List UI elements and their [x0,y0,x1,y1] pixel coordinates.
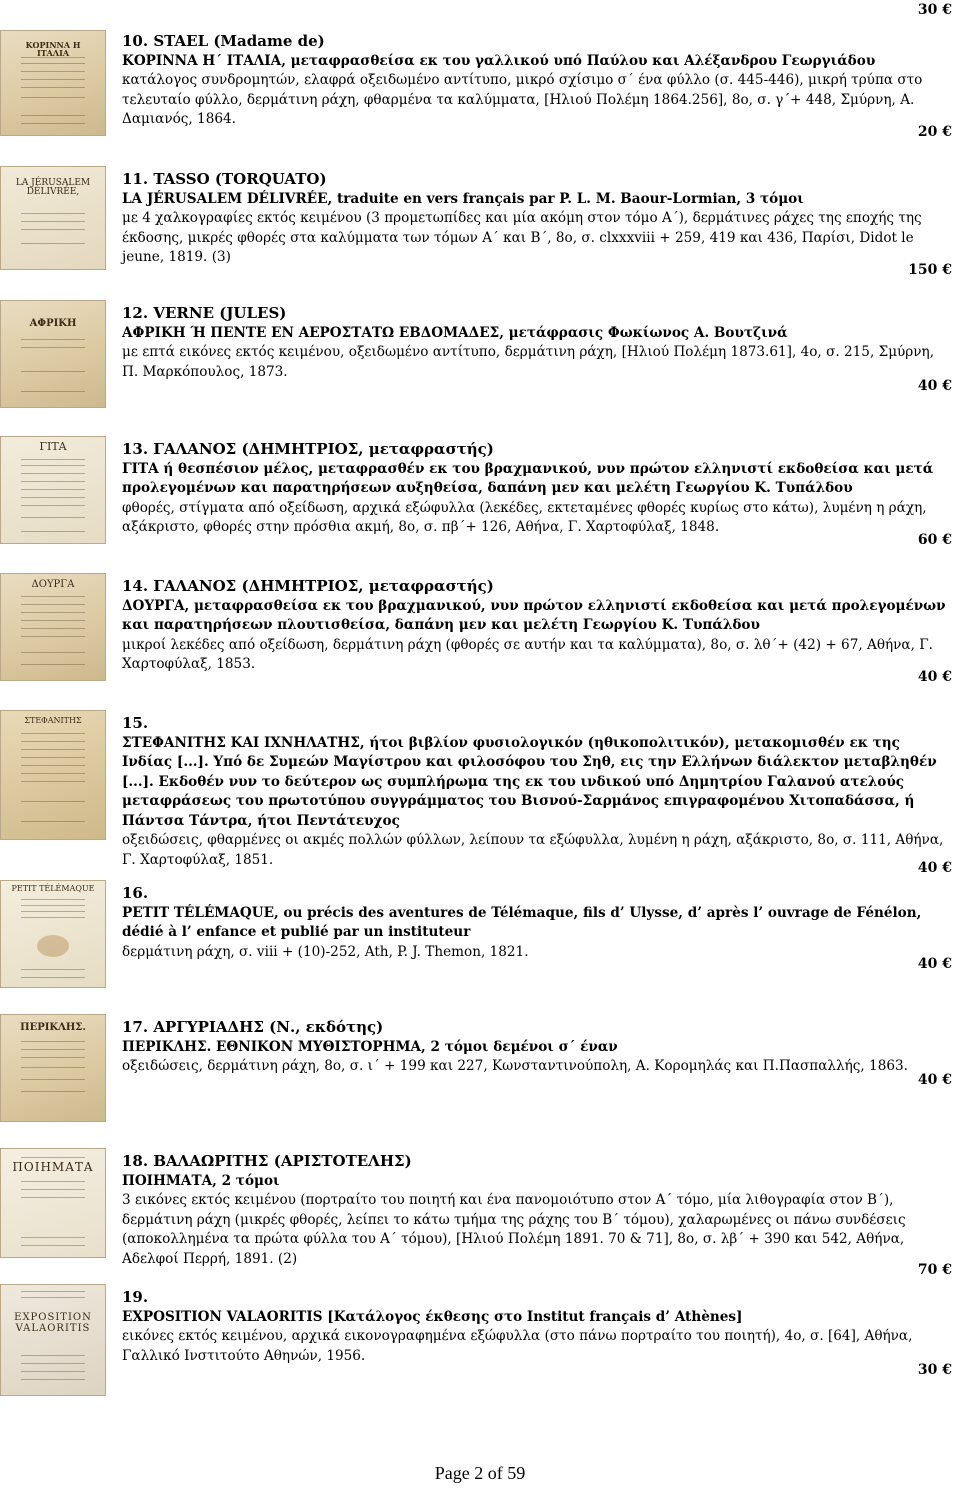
entry-price: 40 € [917,378,952,394]
top-price: 30 € [917,2,952,18]
entry-description: εικόνες εκτός κειμένου, αρχικά εικονογραφημένα εξώφυλλα (στο πάνω πορτραίτο του ποιητή), 4ο, σ. [64], Αθήνα, Γαλλικό Ινστιτούτο Αθηνών, 1956. [122,1328,913,1364]
book-cover-image [0,710,106,840]
entry-heading: 15. [122,714,149,732]
entry-heading: 17. ΑΡΓΥΡΙΑΔΗΣ (Ν., εκδότης) [122,1018,384,1036]
book-cover-image [0,166,106,270]
entry-heading: 19. [122,1288,149,1306]
entry-title: ΔΟΥΡΓΑ, μεταφρασθείσα εκ του βραχμανικού, νυν πρώτον ελληνιστί εκδοθείσα και μετά προλεγομένων και παρατηρήσεων πλουτισθείσα, δαπάνη μεν και μελέτη Γεωργίου Κ. Τυπάλδου [122,597,946,633]
entry-heading: 18. ΒΑΛΑΩΡΙΤΗΣ (ΑΡΙΣΤΟΤΕΛΗΣ) [122,1152,412,1170]
entry-title: ΣΤΕΦΑΝΙΤΗΣ ΚΑΙ ΙΧΝΗΛΑΤΗΣ, ήτοι βιβλίον φυσιολογικόν (ηθικοπολιτικόν), μετακομισθέν εκ της Ινδίας [...]. Υπό δε Συμεών Μαγίστρου και φιλοσόφου του Σηθ, εις την Ελλήνων διάλεκτον μεταβληθέν [...]. Εκδοθέν νυν το δεύτερον ως συμπλήρωμα της εκ του ινδικού υπό Δημητρίου Γαλανού ατελούς μεταφράσεως του πρωτοτύπου συγγράμματος του Βισνού-Σαρμάνος επιγραφομένου Χιτοπαδάσσα, ή Πάντσα Τάντρα, ήτοι Πεντάτευχος [122,734,937,829]
book-cover-image [0,436,106,544]
entry-title: ΠΟΙΗΜΑΤΑ, 2 τόμοι [122,1172,280,1189]
book-cover-image [0,1014,106,1122]
book-cover-image [0,1148,106,1258]
cover-title: ΣΤΕΦΑΝΙΤΗΣ [24,716,82,725]
cover-title: EXPOSITION VALAORITIS [14,1312,92,1334]
entry-title: LA JÉRUSALEM DÉLIVRÉE, traduite en vers français par P. L. M. Baour-Lormian, 3 τόμοι [122,190,804,207]
entry-title: ΓΙΤΑ ή θεσπέσιον μέλος, μεταφρασθέν εκ του βραχμανικού, νυν πρώτον ελληνιστί εκδοθείσα και μετά προλεγομένων και παρατηρήσεων αυξηθείσα, δαπάνη μεν και μελέτη Γεωργίου Κ. Τυπάλδου [122,460,934,496]
entry-price: 40 € [917,1072,952,1088]
entry-description: μικροί λεκέδες από οξείδωση, δερμάτινη ράχη (φθορές σε αυτήν και τα καλύμματα), 8ο, σ. λθ΄+ (42) + 67, Αθήνα, Γ. Χαρτοφύλαξ, 1853. [122,636,933,672]
entry-heading: 10. STAEL (Madame de) [122,32,325,50]
entry-title: ΚΟΡΙΝΝΑ Η΄ ΙΤΑΛΙΑ, μεταφρασθείσα εκ του γαλλικού υπό Παύλου και Αλέξανδρου Γεωργιάδου [122,52,876,69]
cover-title: LA JÉRUSALEM DÉLIVRÉE, [15,178,91,198]
page-footer: Page 2 of 59 [434,1463,526,1483]
book-cover-image [0,1284,106,1396]
book-cover-image [0,880,106,988]
book-cover-image [0,573,106,681]
cover-title: PETIT TÉLÉMAQUE [11,884,95,893]
book-cover-image [0,30,106,136]
entry-title: EXPOSITION VALAORITIS [Κατάλογος έκθεσης στο Institut français d’ Athènes] [122,1308,743,1325]
entry-description: με επτά εικόνες εκτός κειμένου, οξειδωμένο αντίτυπο, δερμάτινη ράχη, [Ηλιού Πολέμη 1873.61], 4ο, σ. 215, Σμύρνη, Π. Μαρκόπουλος, 1873. [122,344,935,380]
cover-title: ΓΙΤΑ [39,440,67,453]
entry-price: 20 € [917,124,952,140]
entry-description: οξειδώσεις, δερμάτινη ράχη, 8ο, σ. ι΄ + 199 και 227, Κωνσταντινούπολη, Α. Κορομηλάς και Π.Πασπαλλής, 1863. [122,1058,908,1074]
entry-description: 3 εικόνες εκτός κειμένου (πορτραίτο του ποιητή και ένα πανομοιότυπο στον Α΄ τόμο, μία λιθογραφία στον Β΄), δερμάτινη ράχη (μικρές φθορές, λείπει το κάτω τμήμα της ράχης του Β΄ τόμου), χαλαρωμένες οι πάνω συνδέσεις (αποκολλημένα τα πρώτα φύλλα του Α΄ τόμου), [Ηλιού Πολέμη 1891. 70 & 71], 8ο, σ. λβ΄ + 390 και 542, Αθήνα, Αδελφοί Περρή, 1891. (2) [122,1192,906,1267]
entry-heading: 14. ΓΑΛΑΝΟΣ (ΔΗΜΗΤΡΙΟΣ, μεταφραστής) [122,577,494,595]
entry-price: 60 € [917,532,952,548]
entry-price: 150 € [908,262,952,278]
entry-description: οξειδώσεις, φθαρμένες οι ακμές πολλών φύλλων, λείπουν τα εξώφυλλα, λυμένη η ράχη, αξάκριστο, 8ο, σ. 111, Αθήνα, Γ. Χαρτοφύλαξ, 1851. [122,832,944,868]
entry-title: ΑΦΡΙΚΗ Ή ΠΕΝΤΕ ΕΝ ΑΕΡΟΣΤΑΤΩ ΕΒΔΟΜΑΔΕΣ, μετάφρασις Φωκίωνος Α. Βουτζινά [122,324,788,341]
cover-title: ΑΦΡΙΚΗ [29,318,77,329]
entry-heading: 16. [122,884,149,902]
cover-title: ΠΟΙΗΜΑΤΑ [12,1160,94,1174]
entry-price: 70 € [917,1262,952,1278]
entry-price: 40 € [917,956,952,972]
entry-description: δερμάτινη ράχη, σ. viii + (10)-252, Ath, P. J. Themon, 1821. [122,943,529,960]
entry-description: με 4 χαλκογραφίες εκτός κειμένου (3 προμετωπίδες και μία ακόμη στον τόμο Α΄), δερμάτινες ράχες της εποχής της έκδοσης, μικρές φθορές στα καλύμματα των τόμων Α΄ και Β΄, 8ο, σ. clxxxviii + 259, 419 και 436, Παρίσι, Didot le jeune, 1819. (3) [122,210,922,265]
entry-price: 40 € [917,860,952,876]
entry-description: φθορές, στίγματα από οξείδωση, αρχικά εξώφυλλα (λεκέδες, εκτεταμένες φθορές κυρίως στο κάτω), λυμένη η ράχη, αξάκριστο, φθορές στην πρόσθια ακμή, 8ο, σ. πβ΄+ 126, Αθήνα, Γ. Χαρτοφύλαξ, 1848. [122,499,927,535]
entry-price: 30 € [917,1362,952,1378]
entry-heading: 13. ΓΑΛΑΝΟΣ (ΔΗΜΗΤΡΙΟΣ, μεταφραστής) [122,440,494,458]
entry-heading: 12. VERNE (JULES) [122,304,287,322]
cover-title: ΔΟΥΡΓΑ [31,579,75,590]
entry-title: ΠΕΡΙΚΛΗΣ. ΕΘΝΙΚΟΝ ΜΥΘΙΣΤΟΡΗΜΑ, 2 τόμοι δεμένοι σ΄ έναν [122,1038,618,1055]
cover-title: ΠΕΡΙΚΛΗΣ. [20,1022,86,1033]
entry-description: κατάλογος συνδρομητών, ελαφρά οξειδωμένο αντίτυπο, μικρό σχίσιμο σ΄ ένα φύλλο (σ. 445-446), μικρή τρύπα στο τελευταίο φύλλο, δερμάτινη ράχη, φθαρμένα τα καλύμματα, [Ηλιού Πολέμη 1864.256], 8ο, σ. γ΄+ 448, Σμύρνη, Α. Δαμιανός, 1864. [122,72,923,127]
book-cover-image [0,300,106,408]
entry-title: PETIT TÉLÉMAQUE, ou précis des aventures de Télémaque, fils d’ Ulysse, d’ après l’ ouvrage de Fénélon, dédié à l’ enfance et publié par un instituteur [122,904,922,940]
cover-title: ΚΟΡΙΝΝΑ Η ΙΤΑΛΙΑ [25,40,81,59]
entry-heading: 11. TASSO (TORQUATO) [122,170,327,188]
entry-price: 40 € [917,669,952,685]
